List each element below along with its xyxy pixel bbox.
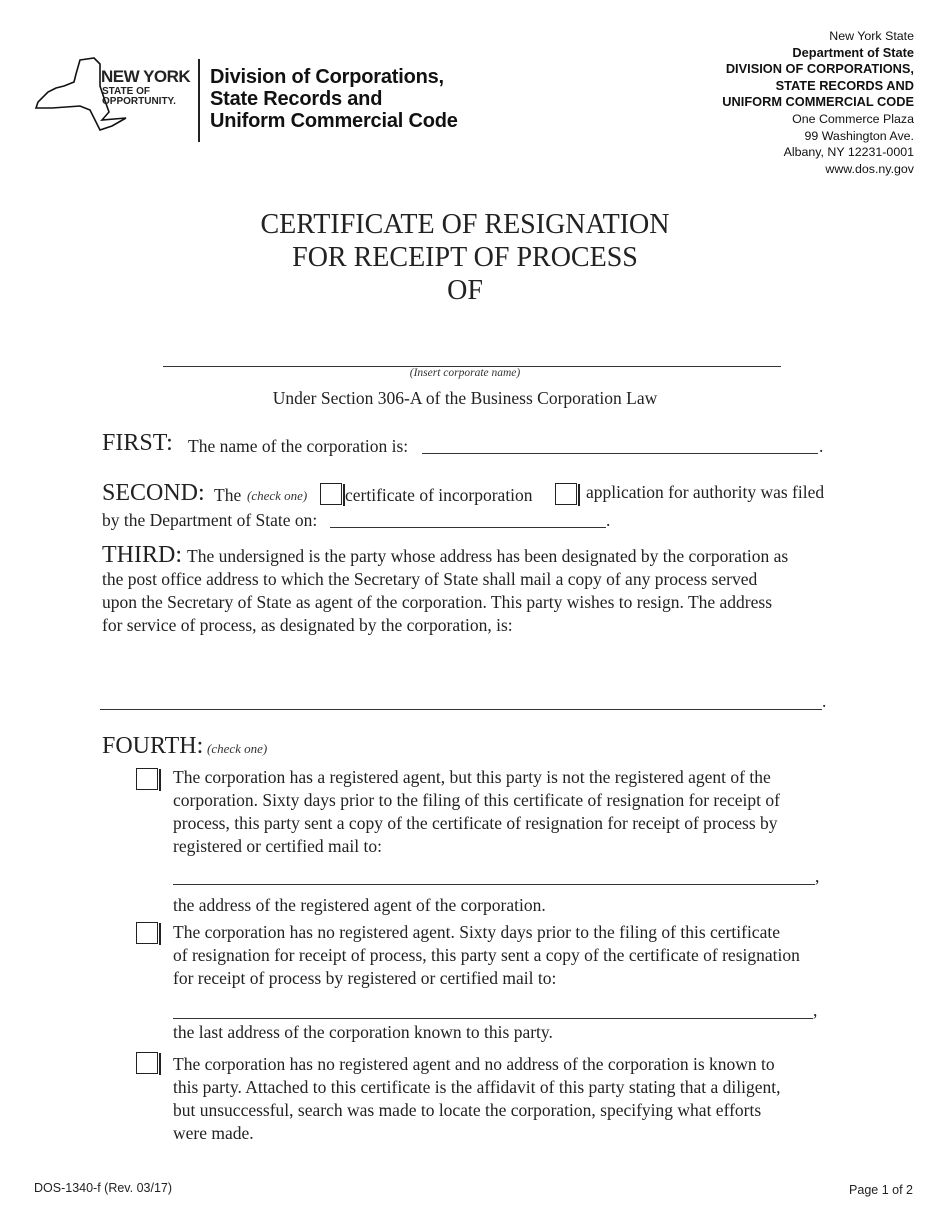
second-option2-label: application for authority was filed [586,482,825,502]
registered-agent-address-field[interactable] [173,884,815,885]
agency-address [722,28,914,177]
option1-line1: The corporation has a registered agent, but this party is not the registered agent of the [173,767,771,787]
address-line: UNIFORM COMMERCIAL CODE [722,94,914,110]
address-line: Albany, NY 12231-0001 [783,145,914,160]
form-id: DOS-1340-f (Rev. 03/17) [34,1181,173,1195]
option1-end: , [815,866,820,886]
second-the: The [214,485,242,505]
third-line1: The undersigned is the party whose address has been designated by the corporation as [187,546,789,566]
option2-line1: The corporation has no registered agent. Sixty days prior to the filing of this certificate [173,922,780,942]
option1-line2: corporation. Sixty days prior to the filing of this certificate of resignation for receipt of [173,790,780,810]
option2-end: , [813,1000,818,1020]
third-label: THIRD: [102,542,182,568]
filing-date-field[interactable] [330,527,606,528]
service-address-field[interactable] [100,709,822,710]
certificate-of-incorporation-checkbox[interactable] [320,483,342,505]
second-label: SECOND: [102,480,205,506]
fourth-check-one: (check one) [207,741,268,756]
address-line: Department of State [792,44,914,60]
option1-after: the address of the registered agent of the corporation. [173,895,546,915]
second-check-one: (check one) [247,488,308,503]
third-line4: for service of process, as designated by the corporation, is: [102,615,513,635]
second-line2: by the Department of State on: [102,510,318,530]
division-line1: Division of Corporations, [210,66,444,88]
ny-logo-sub2: OPPORTUNITY. [102,96,176,107]
page-title [0,208,930,307]
division-line2: State Records and [210,88,383,110]
first-text: The name of the corporation is: [188,436,409,456]
corporate-name-caption: (Insert corporate name) [409,367,521,379]
page-number: Page 1 of 2 [849,1183,913,1197]
website-link: www.dos.ny.gov [825,161,914,176]
option2-line3: for receipt of process by registered or certified mail to: [173,968,557,988]
division-name [210,66,458,132]
third-line2: the post office address to which the Secretary of State shall mail a copy of any process served [102,569,758,589]
third-end: . [822,691,827,711]
option3-line3: but unsuccessful, search was made to locate the corporation, specifying what efforts [173,1100,762,1120]
option3-line4: were made. [173,1123,254,1143]
option3-line1: The corporation has no registered agent and no address of the corporation is known to [173,1054,775,1074]
no-registered-agent-checkbox[interactable] [136,922,158,944]
option1-line3: process, this party sent a copy of the certificate of resignation for receipt of process by [173,813,778,833]
option3-line2: this party. Attached to this certificate is the affidavit of this party stating that a diligent, [173,1077,781,1097]
no-address-known-checkbox[interactable] [136,1052,158,1074]
address-line: STATE RECORDS AND [775,77,914,93]
address-line: 99 Washington Ave. [804,128,914,143]
title-line1: CERTIFICATE OF RESIGNATION [260,209,670,240]
option2-after: the last address of the corporation known to this party. [173,1022,553,1042]
ny-logo-sub1: STATE OF [102,86,150,97]
corporation-name-field[interactable] [422,453,818,454]
third-line3: upon the Secretary of State as agent of the corporation. This party wishes to resign. The address [102,592,773,612]
option2-line2: of resignation for receipt of process, this party sent a copy of the certificate of resignation [173,945,800,965]
nys-logo [34,56,464,146]
address-line: One Commerce Plaza [792,111,914,126]
registered-agent-checkbox[interactable] [136,768,158,790]
second-end: . [606,510,611,530]
address-line: DIVISION OF CORPORATIONS, [725,61,914,77]
option1-line4: registered or certified mail to: [173,836,382,856]
section-law: Under Section 306-A of the Business Corporation Law [272,388,658,408]
fourth-label: FOURTH: [102,733,204,759]
title-line3: OF [447,275,483,306]
first-label: FIRST: [102,430,173,456]
second-option1-label: certificate of incorporation [345,485,533,505]
logo-divider [198,59,200,142]
division-line3: Uniform Commercial Code [210,110,458,132]
address-line: New York State [829,29,914,43]
ny-logo-title: NEW YORK [101,67,191,86]
last-corporation-address-field[interactable] [173,1018,813,1019]
first-end: . [819,436,824,456]
title-line2: FOR RECEIPT OF PROCESS [292,242,638,273]
application-for-authority-checkbox[interactable] [555,483,577,505]
